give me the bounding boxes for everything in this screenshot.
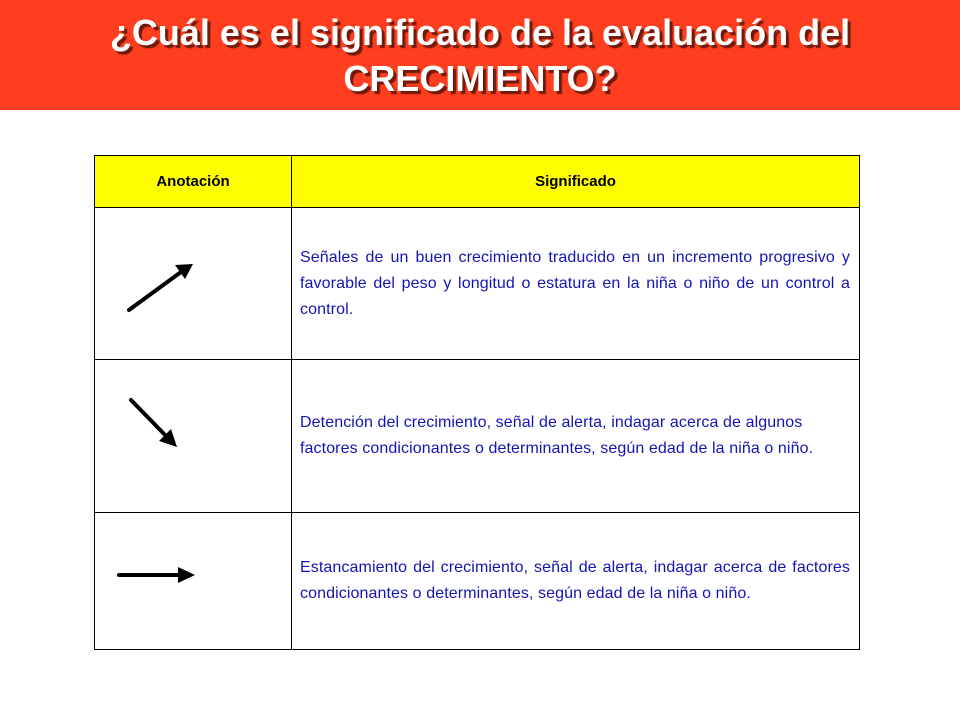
column-header-annotation: Anotación bbox=[95, 156, 292, 208]
meaning-cell: Estancamiento del crecimiento, señal de alerta, indagar acerca de factores condicionantes o determinantes, según edad de la niña o niño. bbox=[292, 513, 860, 650]
annotation-cell bbox=[95, 513, 292, 650]
annotation-table-container bbox=[94, 155, 859, 649]
table-header-row bbox=[95, 156, 860, 208]
column-header-meaning: Significado bbox=[292, 156, 860, 208]
table-row bbox=[95, 208, 860, 360]
page-title-line-2: CRECIMIENTO? bbox=[343, 58, 617, 99]
arrow-right-icon bbox=[115, 563, 199, 587]
meaning-cell: Detención del crecimiento, señal de alerta, indagar acerca de algunos factores condicionantes o determinantes, según edad de la niña o niño. bbox=[292, 360, 860, 513]
page-title bbox=[10, 8, 950, 102]
meaning-cell: Señales de un buen crecimiento traducido en un incremento progresivo y favorable del peso y longitud o estatura en la niña o niño de un control a control. bbox=[292, 208, 860, 360]
table-row bbox=[95, 360, 860, 513]
annotation-table bbox=[94, 155, 860, 650]
annotation-cell bbox=[95, 360, 292, 513]
arrow-down-right-icon bbox=[125, 394, 185, 454]
arrow-up-right-icon bbox=[123, 256, 203, 316]
annotation-cell bbox=[95, 208, 292, 360]
table-row bbox=[95, 513, 860, 650]
page-title-line-1: ¿Cuál es el significado de la evaluación del bbox=[109, 12, 851, 53]
title-banner bbox=[0, 0, 960, 110]
